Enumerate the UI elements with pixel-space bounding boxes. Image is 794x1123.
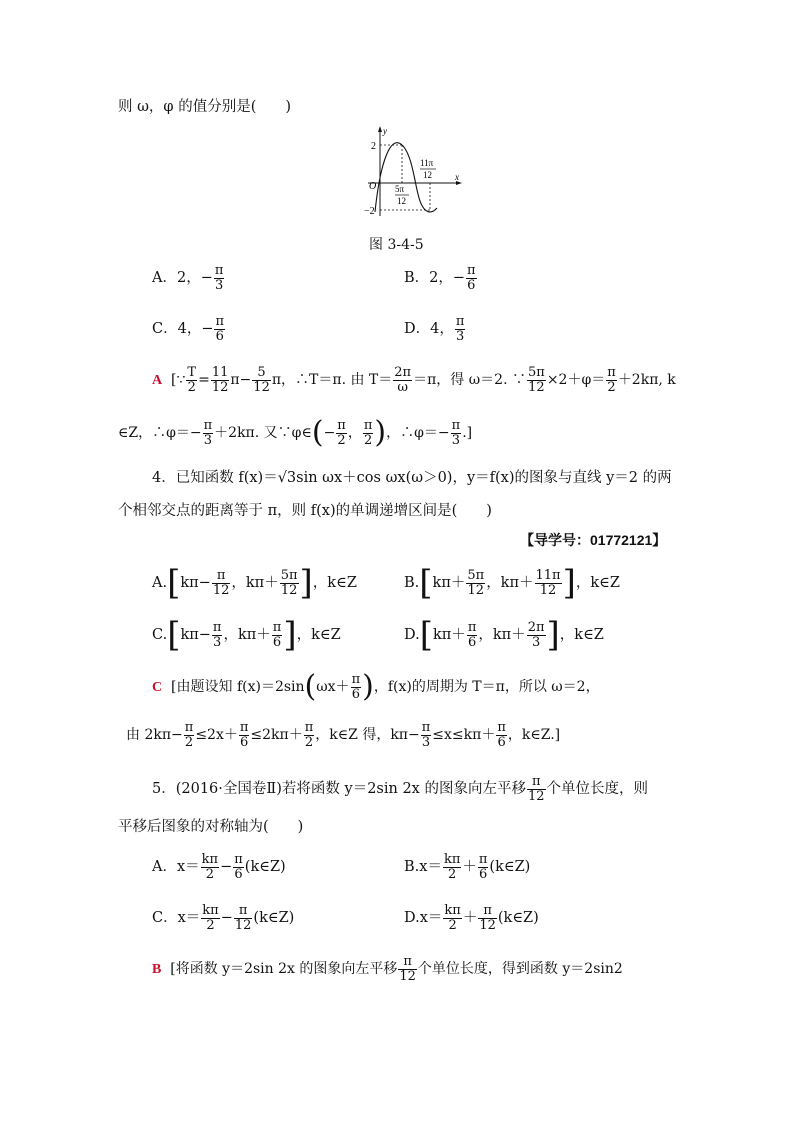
graph-label-5pi: 5π	[395, 184, 405, 194]
q5-stem-line2: 平移后图象的对称轴为( )	[118, 819, 304, 835]
q5-option-c: C．x＝ $\frac{k\pi}{2}$ − $\frac{\pi}{12}$ (k∈Z)	[152, 903, 295, 933]
graph-label-11pi: 11π	[420, 158, 434, 168]
graph-label-neg2: −2	[364, 206, 375, 217]
q5-option-d: D.x＝ $\frac{k\pi}{2}$ ＋ $\frac{\pi}{12}$ (k∈Z)	[404, 903, 539, 933]
q5-solution-line1: B [将函数 y＝2sin 2x 的图象向左平移 $\frac{\pi}{12}$ 个单位长度，得到函数 y＝2sin2	[152, 954, 623, 984]
sine-graph-figure	[360, 124, 464, 220]
q4-option-a: A.[kπ− $\frac{\pi}{12}$ ，kπ＋ $\frac{5\pi}{12}$ ]，k∈Z	[152, 563, 357, 603]
graph-label-x: x	[455, 172, 459, 182]
graph-label-12b: 12	[397, 196, 406, 206]
q5-stem-line1: 5．(2016·全国卷Ⅱ)若将函数 y＝2sin 2x 的图象向左平移 $\frac{\pi}{12}$ 个单位长度，则	[152, 774, 649, 804]
q4-answer: C	[152, 680, 163, 695]
guide-number: 【导学号：01772121】	[520, 532, 667, 548]
q3-stem: 则 ω，φ 的值分别是( )	[118, 99, 292, 115]
q3-answer: A	[152, 373, 163, 389]
q4-solution-line1: C [由题设知 f(x)＝2sin(ωx＋ $\frac{\pi}{6}$ )，f(x)的周期为 T＝π，所以 ω＝2，	[152, 669, 600, 704]
figure-caption: 图 3-4-5	[369, 237, 424, 253]
q3-option-a: A．2，− $\frac{\pi}{3}$	[152, 263, 224, 293]
q3-option-b: B．2，− $\frac{\pi}{6}$	[404, 263, 476, 293]
q5-answer: B	[152, 962, 162, 978]
q4-stem-line1: 4．已知函数 f(x)＝√3sin ωx＋cos ωx(ω＞0)，y＝f(x)的图象与直线 y＝2 的两	[152, 470, 672, 486]
q3-option-c: C．4，− $\frac{\pi}{6}$	[152, 314, 225, 344]
q4-stem-line2: 个相邻交点的距离等于 π，则 f(x)的单调递增区间是( )	[118, 503, 492, 519]
q3-solution-line1: A [∵ $\frac{T}{2}$ = $\frac{11}{12}$ π− $\frac{5}{12}$ π，∴T＝π. 由 T＝ $\frac{2\pi}{\omega}$ ＝π，得 ω＝2. ∵ $\frac{5\pi}{12}$ ×2＋φ＝ $\frac{\pi}{2}$ ＋2kπ, k	[152, 365, 676, 395]
q4-solution-line2: 由 2kπ− $\frac{\pi}{2}$ ≤2x＋ $\frac{\pi}{6}$ ≤2kπ＋ $\frac{\pi}{2}$ ，k∈Z 得，kπ− $\frac{\pi}{3}$ ≤x≤kπ＋ $\frac{\pi}{6}$ ，k∈Z.]	[126, 720, 561, 750]
graph-label-2: 2	[371, 141, 376, 152]
q4-option-b: B.[kπ＋ $\frac{5\pi}{12}$ ，kπ＋ $\frac{11\pi}{12}$ ]，k∈Z	[404, 563, 620, 603]
q3-option-d: D．4， $\frac{\pi}{3}$	[404, 314, 465, 344]
q4-option-d: D.[kπ＋ $\frac{\pi}{6}$ ，kπ＋ $\frac{2\pi}{3}$ ]，k∈Z	[404, 615, 604, 655]
q3-solution-line2: ∈Z，∴φ＝− $\frac{\pi}{3}$ ＋2kπ. 又∵φ∈(− $\frac{\pi}{2}$ ， $\frac{\pi}{2}$ )，∴φ＝− $\frac{\pi}{3}$ .]	[118, 415, 473, 450]
graph-label-origin: O	[369, 181, 377, 192]
q5-option-b: B.x＝ $\frac{k\pi}{2}$ ＋ $\frac{\pi}{6}$ (k∈Z)	[404, 852, 531, 882]
graph-label-y: y	[383, 126, 387, 136]
q5-option-a: A．x＝ $\frac{k\pi}{2}$ − $\frac{\pi}{6}$ (k∈Z)	[152, 852, 286, 882]
graph-label-12a: 12	[423, 170, 432, 180]
q4-option-c: C.[kπ− $\frac{\pi}{3}$ ，kπ＋ $\frac{\pi}{6}$ ]，k∈Z	[152, 615, 341, 655]
